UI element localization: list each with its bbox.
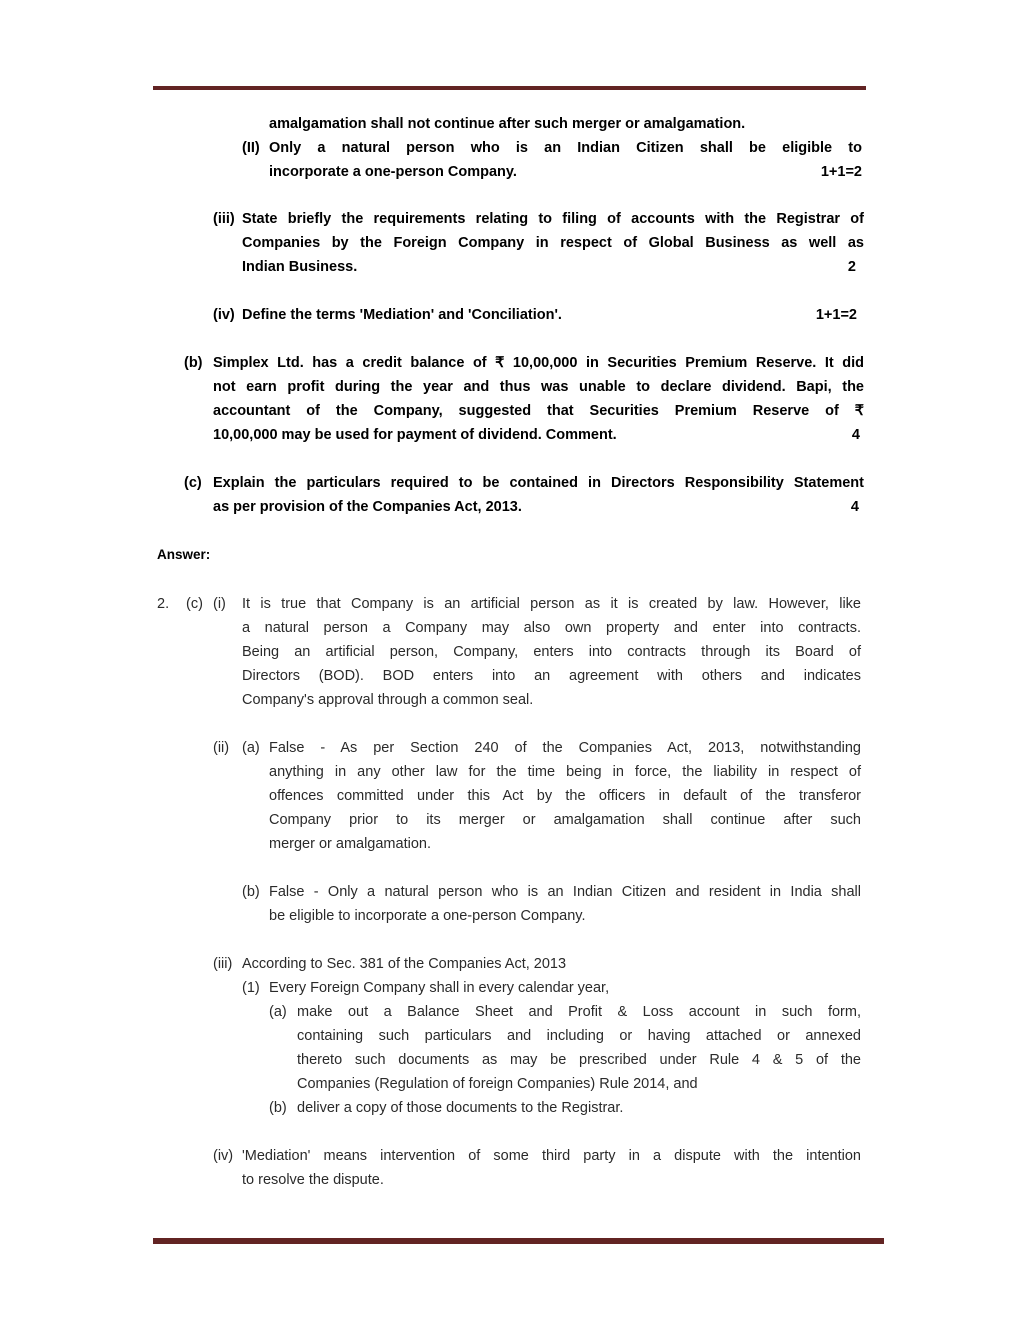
question-text-line: Companies by the Foreign Company in respect of Global Business as well as (242, 235, 864, 251)
answer-text-line: a natural person a Company may also own property and enter into contracts. (242, 620, 861, 636)
marks: 2 (847, 259, 856, 275)
answer-text-line: 'Mediation' means intervention of some third party in a dispute with the intention (242, 1148, 861, 1164)
item-label: (c) (184, 475, 202, 491)
question-text-line: 10,00,000 may be used for payment of dividend. Comment. (213, 427, 617, 443)
item-label: (iv) (213, 1148, 234, 1164)
question-text-line: Define the terms 'Mediation' and 'Conciliation'. (242, 307, 562, 323)
marks: 1+1=2 (815, 307, 857, 323)
answer-text-line: Companies (Regulation of foreign Companies) Rule 2014, and (297, 1076, 698, 1092)
answer-text-line: Being an artificial person, Company, enters into contracts through its Board of (242, 644, 861, 660)
answer-number: 2. (157, 596, 170, 612)
item-label: (a) (242, 740, 260, 756)
item-label: (b) (184, 355, 203, 371)
question-text-line: Simplex Ltd. has a credit balance of ₹ 10,00,000 in Securities Premium Reserve. It did (213, 355, 864, 371)
answer-text-line: False - As per Section 240 of the Companies Act, 2013, notwithstanding (269, 740, 861, 756)
answer-text-line: Company prior to its merger or amalgamation shall continue after such (269, 812, 861, 828)
question-text-line: State briefly the requirements relating to filing of accounts with the Registrar of (242, 211, 864, 227)
item-label: (iii) (213, 956, 233, 972)
answer-text-line: anything in any other law for the time being in force, the liability in respect of (269, 764, 861, 780)
question-text-line: Only a natural person who is an Indian Citizen shall be eligible to (269, 140, 862, 156)
item-label: (a) (269, 1004, 287, 1020)
marks: 4 (850, 499, 859, 515)
item-label: (iv) (213, 307, 235, 323)
item-label: (II) (242, 140, 260, 156)
item-label: (i) (213, 596, 226, 612)
answer-text-line: It is true that Company is an artificial person as it is created by law. However, like (242, 596, 861, 612)
item-label: (1) (242, 980, 260, 996)
answer-text-line: containing such particulars and including or having attached or annexed (297, 1028, 861, 1044)
answer-heading: Answer: (157, 547, 211, 562)
item-label: (b) (242, 884, 260, 900)
answer-text-line: make out a Balance Sheet and Profit & Loss account in such form, (297, 1004, 861, 1020)
answer-text-line: deliver a copy of those documents to the Registrar. (297, 1100, 624, 1116)
item-label: (c) (186, 596, 203, 612)
header-rule (153, 86, 866, 90)
item-label: (iii) (213, 211, 235, 227)
marks: 1+1=2 (820, 164, 862, 180)
answer-text-line: Every Foreign Company shall in every calendar year, (269, 980, 610, 996)
marks: 4 (851, 427, 860, 443)
answer-text-line: According to Sec. 381 of the Companies Act, 2013 (242, 956, 567, 972)
answer-text-line: to resolve the dispute. (242, 1172, 384, 1188)
item-label: (ii) (213, 740, 230, 756)
question-text-line: accountant of the Company, suggested that Securities Premium Reserve of ₹ (213, 403, 864, 419)
answer-text-line: Company's approval through a common seal. (242, 692, 534, 708)
footer-rule (153, 1238, 884, 1244)
answer-text-line: merger or amalgamation. (269, 836, 431, 852)
question-text-line: incorporate a one-person Company. (269, 164, 517, 180)
item-label: (b) (269, 1100, 287, 1116)
question-text-line: not earn profit during the year and thus was unable to declare dividend. Bapi, the (213, 379, 864, 395)
answer-text-line: be eligible to incorporate a one-person Company. (269, 908, 586, 924)
answer-text-line: thereto such documents as may be prescribed under Rule 4 & 5 of the (297, 1052, 861, 1068)
answer-text-line: Directors (BOD). BOD enters into an agreement with others and indicates (242, 668, 861, 684)
question-text-line: Explain the particulars required to be contained in Directors Responsibility Statement (213, 475, 864, 491)
question-text-line: as per provision of the Companies Act, 2013. (213, 499, 522, 515)
question-text-line: Indian Business. (242, 259, 358, 275)
question-text-line: amalgamation shall not continue after such merger or amalgamation. (269, 116, 746, 132)
answer-text-line: offences committed under this Act by the officers in default of the transferor (269, 788, 861, 804)
answer-text-line: False - Only a natural person who is an Indian Citizen and resident in India shall (269, 884, 861, 900)
